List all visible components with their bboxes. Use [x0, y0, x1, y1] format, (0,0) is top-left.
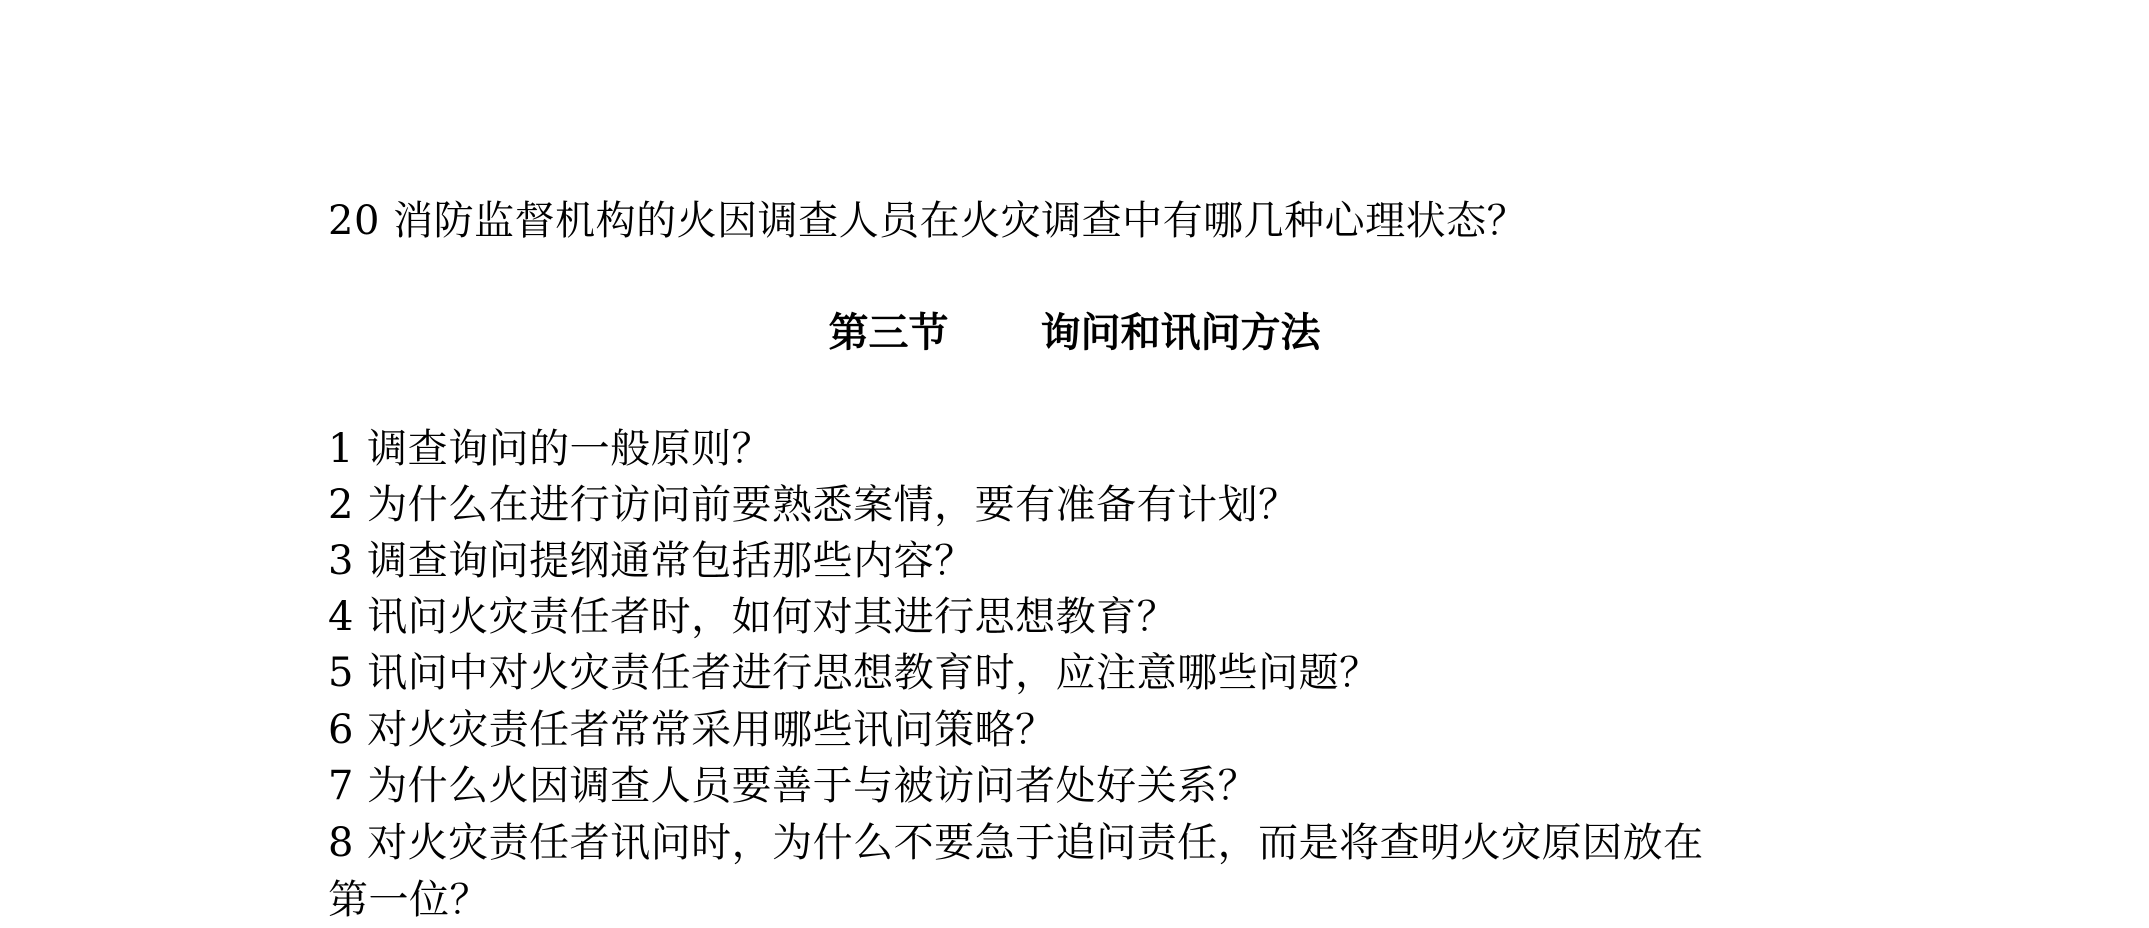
question-1: 1 调查询问的一般原则？	[328, 426, 773, 472]
question-4: 4 讯问火灾责任者时，如何对其进行思想教育？	[328, 594, 1178, 640]
question-20: 20 消防监督机构的火因调查人员在火灾调查中有哪几种心理状态？	[328, 198, 1528, 244]
question-2: 2 为什么在进行访问前要熟悉案情，要有准备有计划？	[328, 482, 1299, 528]
section-number: 第三节	[828, 309, 949, 356]
section-title: 询问和讯问方法	[1040, 309, 1321, 356]
question-8-continuation: 第一位？	[328, 877, 490, 923]
question-3: 3 调查询问提纲通常包括那些内容？	[328, 538, 975, 584]
question-6: 6 对火灾责任者常常采用哪些讯问策略？	[328, 707, 1056, 753]
question-8: 8 对火灾责任者讯问时，为什么不要急于追问责任，而是将查明火灾原因放在	[328, 820, 1704, 866]
question-5: 5 讯问中对火灾责任者进行思想教育时，应注意哪些问题？	[328, 650, 1380, 696]
section-heading	[0, 305, 2149, 361]
question-7: 7 为什么火因调查人员要善于与被访问者处好关系？	[328, 763, 1259, 809]
